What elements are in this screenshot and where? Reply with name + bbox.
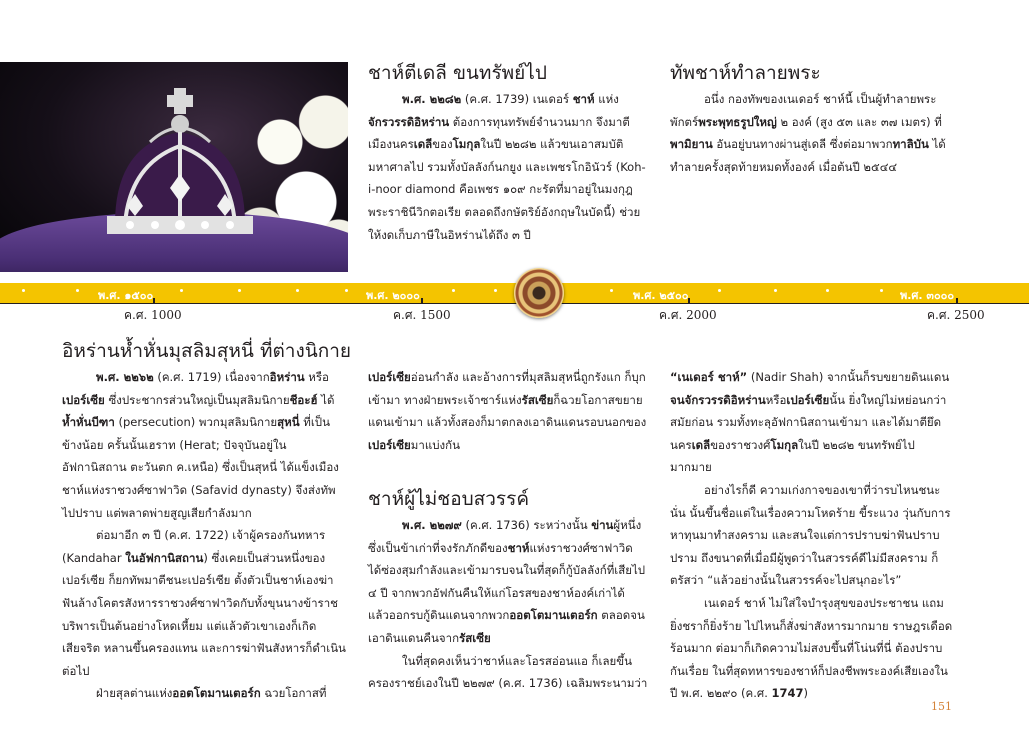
timeline-tick xyxy=(421,298,423,304)
bold-term: โมกุล xyxy=(452,137,481,152)
text-run: (ค.ศ. 1739) เนเดอร์ xyxy=(461,92,573,106)
timeline-dot xyxy=(880,289,883,292)
text-run: ๒ องค์ (สูง ๕๓ และ ๓๗ เมตร) ที่ xyxy=(776,114,942,129)
text-run: ฝ่ายสุลต่านแห่ง xyxy=(96,686,173,701)
text-run: ผู้หนึ่ง ซึ่งเป็นข้าเก่าที่จงรักภักดีของ xyxy=(368,518,642,555)
timeline-dot xyxy=(296,289,299,292)
bold-term: ข่าน xyxy=(591,518,614,532)
text-run: อ่อนกำลัง และอ้างการที่มุสลิมสุหนี่ถูกรังแก ก็บุกเข้ามา ทางฝ่ายพระเจ้าซาร์แห่ง xyxy=(368,370,646,407)
rich-text xyxy=(62,366,346,524)
crown-icon xyxy=(95,84,265,254)
text-run: (persecution) พวกมุสลิมนิกาย xyxy=(114,415,278,430)
timeline-dot xyxy=(610,289,613,292)
bold-term: เปอร์เซีย xyxy=(62,392,105,407)
timeline-tick xyxy=(153,298,155,304)
text-run: ในปี ๒๒๘๒ แล้วขนเอาสมบัติมหาศาลไป รวมทั้งบัลลังก์นกยูง และเพชรโกอินัวร์ (Koh-i-noor diamond คือเพชร ๑๐๙ กะรัตที่มาอยู่ในมงกุฎพระราชินีวิกตอเรีย ตลอดถึงกษัตริย์อังกฤษในบัดนี้) ช่วยให้งดเก็บภาษีในอิหร่านได้ถึง ๓ ปี xyxy=(368,137,646,242)
rich-text xyxy=(670,88,954,178)
text-run: อันอยู่บนทางผ่านสู่เดลี ซึ่งต่อมาพวก xyxy=(712,137,893,152)
text-run: หรือ xyxy=(765,392,787,407)
paragraph-bamiyan xyxy=(670,88,954,178)
bold-term: สุหนี่ xyxy=(277,415,300,430)
timeline-ce-label: ค.ศ. 2500 xyxy=(927,308,985,322)
timeline-be-label: พ.ศ. ๒๐๐๐ xyxy=(366,289,420,302)
crown-photo xyxy=(0,62,348,272)
heading-army-destroys-buddha: ทัพชาห์ทำลายพระ xyxy=(670,62,821,84)
text-run: (ค.ศ. 1719) เนื่องจาก xyxy=(153,370,270,384)
bold-term: พ.ศ. ๒๒๖๒ xyxy=(96,370,154,384)
timeline-be-label: พ.ศ. ๑๕๐๐ xyxy=(98,289,154,302)
text-run: อย่างไรก็ดี ความเก่งกาจของเขาที่ว่ารบไหนชนะนั่น นั้นขึ้นชื่อแต่ในเรื่องความโหดร้าย ขี้ระแวง วุ่นกับการหาทุนมาทำสงคราม และสนใจแต่การปราบฆ่าฟันปราบปราม ถึงขนาดที่เมื่อมีผู้พูดว่าในสวรรค์ดีไม่มีสงคราม ก็ตรัสว่า “แล้วอย่างนั้นในสวรรค์จะไปสนุกอะไร” xyxy=(670,482,951,588)
timeline-dot xyxy=(774,289,777,292)
bold-term: ชาห์ xyxy=(507,540,530,555)
timeline-tick xyxy=(688,298,690,304)
timeline-ce-label: ค.ศ. 2000 xyxy=(659,308,717,322)
heading-shah-dislikes-heaven: ชาห์ผู้ไม่ชอบสวรรค์ xyxy=(368,488,530,510)
bold-term: ออตโตมานเตอร์ก xyxy=(509,608,598,623)
bold-term: ในอัฟกานิสถาน xyxy=(125,550,204,565)
timeline-ce-label: ค.ศ. 1000 xyxy=(124,308,182,322)
timeline-dot xyxy=(345,289,348,292)
text-run: มาแบ่งกัน xyxy=(410,437,460,452)
text-run: ต่อมาอีก ๓ ปี (ค.ศ. 1722) เจ้าผู้ครองกันทหาร (Kandahar xyxy=(62,528,326,565)
column-middle-upper xyxy=(368,366,648,456)
timeline-dot xyxy=(826,289,829,292)
timeline-be-label: พ.ศ. ๓๐๐๐ xyxy=(900,289,955,302)
text-run: (Nadir Shah) จากนั้นก็รบขยายดินแดน xyxy=(747,370,950,384)
timeline-dot xyxy=(180,289,183,292)
text-run: ซึ่งประชากรส่วนใหญ่เป็นมุสลิมนิกาย xyxy=(104,392,290,407)
rich-text xyxy=(368,366,648,456)
timeline-tick xyxy=(956,298,958,304)
bold-term: เดลี xyxy=(413,137,433,152)
bold-term: ทาลิบัน xyxy=(892,137,929,152)
text-run: แห่ง xyxy=(594,92,619,106)
bold-term: จนจักรวรรดิอิหร่าน xyxy=(670,392,766,407)
bold-term: ชาห์ xyxy=(572,92,595,106)
rich-text xyxy=(62,524,346,682)
text-run: ของราชวงศ์ xyxy=(710,437,771,452)
timeline-be-label: พ.ศ. ๒๕๐๐ xyxy=(633,289,689,302)
timeline-ce-label: ค.ศ. 1500 xyxy=(393,308,451,322)
timeline-dot xyxy=(494,289,497,292)
page-number: 151 xyxy=(931,700,952,713)
bold-term: โมกุล xyxy=(770,437,799,452)
column-left xyxy=(62,366,346,705)
timeline-dot xyxy=(718,289,721,292)
bold-term: อิหร่าน xyxy=(269,370,305,384)
bold-term: รัสเซีย xyxy=(459,630,491,645)
rich-text xyxy=(368,514,648,650)
bold-term: พ.ศ. ๒๒๘๒ xyxy=(402,92,462,106)
rich-text xyxy=(368,88,648,246)
rich-text xyxy=(368,650,648,695)
bold-term: ห้ำหั่นบีฑา xyxy=(62,415,115,430)
text-run: ที่เป็นข้างน้อย ครั้นนั้นเฮราท (Herat; ปัจจุบันอยู่ในอัฟกานิสถาน ตะวันตก ค.เหนือ) ซึ่งเป็นสุหนี่ ได้แข็งเมืองชาห์แห่งราชวงศ์ซาฟาวิด (Safavid dynasty) จึงส่งทัพไปปราบ แต่พลาดพ่ายสูญเสียกำลังมาก xyxy=(62,415,339,520)
rich-text xyxy=(670,592,954,705)
bold-term: จักรวรรดิอิหร่าน xyxy=(368,114,450,129)
text-run: ) xyxy=(803,686,809,701)
text-run: แห่งราชวงศ์ซาฟาวิด ได้ซ่องสุมกำลังและเข้ามารบจนในที่สุดก็กู้บัลลังก์ที่เสียไป ๔ ปี จากพวกอัฟกันคืนให้แก่โอรสของชาห์องค์เก่าได้ แล้วออกรบกู้ดินแดนจากพวก xyxy=(368,540,646,623)
timeline-dot xyxy=(76,289,79,292)
text-run: ได้ xyxy=(317,392,335,407)
bold-term: “เนเดอร์ ชาห์” xyxy=(670,370,748,384)
text-run: นั้น ยิ่งใหญ่ไม่หย่อนกว่าสมัยก่อน รวมทั้งทะลุอัฟกานิสถานเข้ามา และได้มาตียึดนคร xyxy=(670,392,947,452)
bold-term: เปอร์เซีย xyxy=(368,370,411,384)
bold-term: พระพุทธรูปใหญ่ xyxy=(698,114,777,129)
bold-term: รัสเซีย xyxy=(521,392,554,407)
text-run: ฉวยโอกาสที่ xyxy=(260,686,327,701)
text-run: ในปี ๒๒๘๒ ขนทรัพย์ไปมากมาย xyxy=(670,437,915,475)
text-run: ตลอดจนเอาดินแดนคืนจาก xyxy=(368,608,645,645)
bold-term: 1747 xyxy=(771,686,804,701)
bold-term: พามิยาน xyxy=(670,137,713,152)
bold-term: ชีอะฮ์ xyxy=(289,392,318,407)
text-run: ก็ฉวยโอกาสขยายแดนเข้ามา แล้วทั้งสองก็มาตกลงเอาดินแดนรอบนอกของ xyxy=(368,392,647,430)
rich-text xyxy=(670,366,954,479)
rich-text xyxy=(670,479,954,592)
timeline-dot xyxy=(22,289,25,292)
text-run: (ค.ศ. 1736) ระหว่างนั้น xyxy=(461,518,592,532)
column-right xyxy=(670,366,954,705)
text-run: หรือ xyxy=(304,370,329,384)
timeline-dot xyxy=(238,289,241,292)
text-run: อนึ่ง กองทัพของเนเดอร์ ชาห์นี้ เป็นผู้ทำลายพระพักตร์ xyxy=(670,92,937,129)
bold-term: เดลี xyxy=(691,437,711,452)
text-run: ) ซึ่งเคยเป็นส่วนหนึ่งของเปอร์เซีย ก็ยกทัพมาตีชนะเปอร์เซีย ตั้งตัวเป็นชาห์เองฆ่าฟันล้างโคตรสังหารราชวงศ์ซาฟาวิดกับทั้งขุนนางข้าราชบริพารเป็นต้นอย่างโหดเหี้ยม แต่แล้วตัวเขาเองก็เกิดเสียจริต หลานขึ้นครองแทน และการฆ่าฟันสังหารก็ดำเนินต่อไป xyxy=(62,550,346,678)
heading-persia-persecution: อิหร่านห้ำหั่นมุสลิมสุหนี่ ที่ต่างนิกาย xyxy=(62,340,352,362)
coin-medallion-icon xyxy=(514,268,564,318)
bold-term: เปอร์เซีย xyxy=(368,437,411,452)
bold-term: ออตโตมานเตอร์ก xyxy=(172,686,261,701)
rich-text xyxy=(62,682,346,705)
bold-term: เปอร์เซีย xyxy=(786,392,830,407)
text-run: ได้ทำลายครั้งสุดท้ายหมดทั้งองค์ เมื่อต้นปี ๒๕๔๔ xyxy=(670,137,946,174)
text-run: ต้องการทุนทรัพย์จำนวนมาก จึงมาตีเมืองนคร xyxy=(368,114,630,152)
heading-shah-delhi: ชาห์ตีเดลี ขนทรัพย์ไป xyxy=(368,62,547,84)
text-run: เนเดอร์ ชาห์ ไม่ใส่ใจบำรุงสุขของประชาชน แถมยิ่งชราก็ยิ่งร้าย ไปไหนก็สั่งฆ่าสังหารมากมาย ราษฎรเดือดร้อนมาก ต่อมาก็เกิดความไม่สงบขึ้นที่โน่นที่นี่ ต้องปราบกันเรื่อย ในที่สุดทหารของชาห์ก็ปลงชีพพระองค์เสียเองในปี พ.ศ. ๒๒๙๐ (ค.ศ. xyxy=(670,595,953,701)
bold-term: พ.ศ. ๒๒๗๙ xyxy=(402,518,462,532)
paragraph-delhi-treasure xyxy=(368,88,648,246)
column-middle-lower xyxy=(368,514,648,695)
timeline-dot xyxy=(452,289,455,292)
text-run: ในที่สุดคงเห็นว่าชาห์และโอรสอ่อนแอ ก็เลยขึ้นครองราชย์เองในปี ๒๒๗๙ (ค.ศ. 1736) เฉลิมพระนามว่า xyxy=(368,653,648,691)
text-run: ของ xyxy=(432,137,453,152)
